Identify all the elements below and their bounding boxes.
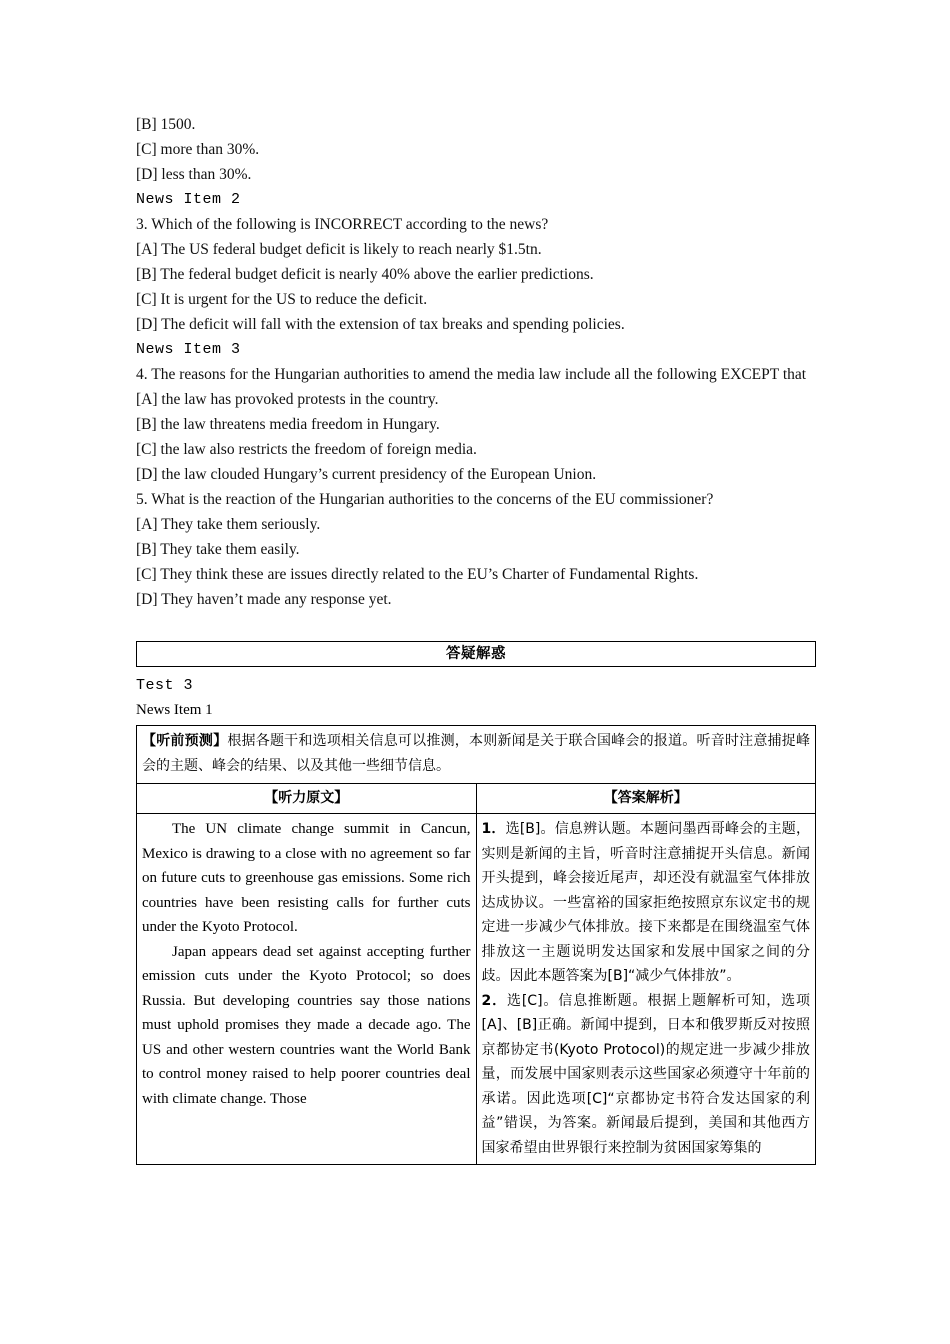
news-item-heading: News Item 3 [136, 341, 241, 358]
prediction-cell [137, 726, 816, 784]
prediction-text: 根据各题干和选项相关信息可以推测，本则新闻是关于联合国峰会的报道。听音时注意捕捉峰会的主题、峰会的结果、以及其他一些细节信息。 [142, 733, 811, 774]
section-banner-title: 答疑解惑 [136, 641, 816, 667]
option-line: [D] the law clouded Hungary’s current presidency of the European Union. [136, 466, 597, 483]
option-line: [C] It is urgent for the US to reduce the deficit. [136, 291, 428, 308]
transcript-paragraph: Japan appears dead set against accepting further emission cuts under the Kyoto Protocol; so does Russia. But developing countries say those nations must uphold promises they made a decade ago. The US and other western countries want the World Bank to control money raised to help poorer countries deal with climate change. Those [142, 943, 471, 1107]
option-line: [A] They take them seriously. [136, 516, 321, 533]
transcript-column-header: 【听力原文】 [137, 784, 477, 814]
option-line: [C] the law also restricts the freedom of foreign media. [136, 441, 477, 458]
content-row [137, 814, 816, 1165]
analysis-column-header: 【答案解析】 [476, 784, 816, 814]
question-text: 3. Which of the following is INCORRECT according to the news? [136, 216, 549, 233]
analysis-cell [476, 814, 816, 1165]
analysis-item-number: 2． [481, 992, 507, 1009]
questions-section [136, 112, 816, 612]
analysis-item-text: 选[C]。信息推断题。根据上题解析可知，选项[A]、[B]正确。新闻中提到，日本和俄罗斯反对按照京都协定书(Kyoto Protocol)的规定进一步减少排放量，而发展中国家则表示这些国家必须遵守十年前的承诺。因此选项[C]“京都协定书符合发达国家的利益”错误，为答案。新闻最后提到，美国和其他西方国家希望由世界银行来控制为贫困国家筹集的 [481, 992, 810, 1156]
option-line: [C] They think these are issues directly related to the EU’s Charter of Fundamental Rights. [136, 566, 699, 583]
option-line: [B] They take them easily. [136, 541, 300, 558]
answer-table [136, 725, 816, 1165]
news-item-heading: News Item 2 [136, 191, 241, 208]
analysis-item [482, 989, 811, 1161]
question-text: 5. What is the reaction of the Hungarian authorities to the concerns of the EU commissioner? [136, 491, 714, 508]
transcript-paragraph: The UN climate change summit in Cancun, Mexico is drawing to a close with no agreement so far on future cuts to greenhouse gas emissions. Some rich countries have been resisting calls for further cuts under the Kyoto Protocol. [142, 821, 471, 935]
analysis-item-number: 1． [481, 821, 506, 837]
news-item-label: News Item 1 [136, 702, 213, 718]
prediction-label: 【听前预测】 [142, 733, 228, 749]
option-line: [B] The federal budget deficit is nearly 40% above the earlier predictions. [136, 266, 594, 283]
analysis-item-text: 选[B]。信息辨认题。本题问墨西哥峰会的主题，实则是新闻的主旨，听音时注意捕捉开头信息。新闻开头提到，峰会接近尾声，却还没有就温室气体排放达成协议。一些富裕的国家拒绝按照京东议定书的规定进一步减少气体排放。接下来都是在围绕温室气体排放这一主题说明发达国家和发展中国家之间的分歧。因此本题答案为[B]“减少气体排放”。 [481, 821, 810, 984]
transcript-cell [137, 814, 477, 1165]
option-line: [D] less than 30%. [136, 166, 252, 183]
page-content [136, 112, 816, 1165]
prediction-row [137, 726, 816, 784]
option-line: [D] The deficit will fall with the extension of tax breaks and spending policies. [136, 316, 625, 333]
option-line: [D] They haven’t made any response yet. [136, 591, 392, 608]
column-header-row [137, 784, 816, 814]
option-line: [C] more than 30%. [136, 141, 260, 158]
answer-explanation-section [136, 641, 816, 1165]
analysis-item [482, 817, 811, 989]
test-label: Test 3 [136, 677, 194, 694]
question-text: 4. The reasons for the Hungarian authorities to amend the media law include all the following EXCEPT that [136, 366, 807, 383]
option-line: [B] the law threatens media freedom in Hungary. [136, 416, 440, 433]
option-line: [A] The US federal budget deficit is likely to reach nearly $1.5tn. [136, 241, 542, 258]
option-line: [B] 1500. [136, 116, 196, 133]
option-line: [A] the law has provoked protests in the country. [136, 391, 439, 408]
